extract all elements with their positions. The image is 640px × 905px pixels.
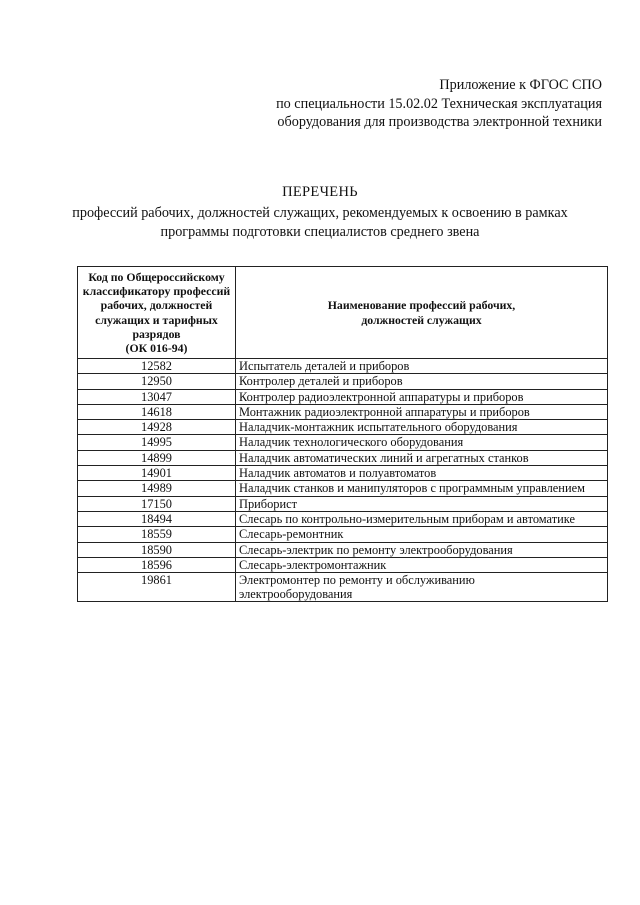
profession-name-line: электрооборудования: [239, 587, 353, 602]
table-row: [78, 435, 608, 450]
profession-name: Наладчик-монтажник испытательного оборудования: [236, 420, 608, 435]
profession-name: Наладчик станков и манипуляторов с программным управлением: [236, 481, 608, 496]
profession-code: 18596: [78, 557, 236, 572]
table-row: [78, 481, 608, 496]
profession-code: 14899: [78, 450, 236, 465]
profession-code: 12582: [78, 359, 236, 374]
table-row: [78, 573, 608, 602]
profession-name: Слесарь-электрик по ремонту электрооборудования: [236, 542, 608, 557]
profession-code: 17150: [78, 496, 236, 511]
table-row: [78, 496, 608, 511]
profession-code: 14995: [78, 435, 236, 450]
header-code-line: служащих и тарифных: [95, 312, 218, 327]
table-row: [78, 404, 608, 419]
profession-code: 18559: [78, 527, 236, 542]
profession-name: [236, 573, 608, 602]
profession-name: Контролер радиоэлектронной аппаратуры и приборов: [236, 389, 608, 404]
profession-code: 13047: [78, 389, 236, 404]
table-header-row: [78, 267, 608, 359]
document-subtitle: [0, 204, 640, 241]
header-code-line: Код по Общероссийскому: [88, 269, 225, 284]
subtitle-line-2: программы подготовки специалистов среднего звена: [160, 223, 480, 240]
profession-name-line: Электромонтер по ремонту и обслуживанию: [239, 573, 475, 588]
profession-name: Испытатель деталей и приборов: [236, 359, 608, 374]
table-row: [78, 511, 608, 526]
profession-code: 19861: [78, 573, 236, 602]
subtitle-line-1: профессий рабочих, должностей служащих, рекомендуемых к освоению в рамках: [72, 205, 568, 221]
header-code-line: рабочих, должностей: [100, 298, 213, 313]
profession-code: 14901: [78, 466, 236, 481]
professions-table: [77, 266, 608, 602]
profession-name: Слесарь-электромонтажник: [236, 557, 608, 572]
profession-code: 14618: [78, 404, 236, 419]
table-row: [78, 389, 608, 404]
profession-name: Наладчик автоматов и полуавтоматов: [236, 466, 608, 481]
profession-name: Контролер деталей и приборов: [236, 374, 608, 389]
header-code-line: (ОК 016-94): [125, 340, 188, 355]
appendix-line-1: Приложение к ФГОС СПО: [439, 77, 602, 93]
header-name-line: должностей служащих: [361, 312, 482, 327]
header-code-line: разрядов: [132, 326, 181, 341]
profession-code: 14989: [78, 481, 236, 496]
table-row: [78, 542, 608, 557]
document-heading: [0, 183, 640, 241]
column-header-name: [236, 267, 608, 359]
profession-name: Приборист: [236, 496, 608, 511]
table-row: [78, 420, 608, 435]
appendix-line-3: оборудования для производства электронной техники: [277, 114, 602, 130]
profession-code: 12950: [78, 374, 236, 389]
table-row: [78, 359, 608, 374]
profession-name: Монтажник радиоэлектронной аппаратуры и приборов: [236, 404, 608, 419]
column-header-code: [78, 267, 236, 359]
table-row: [78, 374, 608, 389]
profession-name: Слесарь по контрольно-измерительным приборам и автоматике: [236, 511, 608, 526]
table-row: [78, 557, 608, 572]
table-row: [78, 450, 608, 465]
header-name-line: Наименование профессий рабочих,: [327, 298, 516, 313]
table-row: [78, 527, 608, 542]
profession-code: 14928: [78, 420, 236, 435]
table-row: [78, 466, 608, 481]
profession-name: Слесарь-ремонтник: [236, 527, 608, 542]
profession-code: 18494: [78, 511, 236, 526]
profession-code: 18590: [78, 542, 236, 557]
profession-name: Наладчик автоматических линий и агрегатных станков: [236, 450, 608, 465]
appendix-line-2: по специальности 15.02.02 Техническая эксплуатация: [276, 95, 602, 112]
appendix-note: [276, 76, 602, 132]
document-title: ПЕРЕЧЕНЬ: [282, 184, 358, 200]
profession-name: Наладчик технологического оборудования: [236, 435, 608, 450]
header-code-line: классификатору профессий: [82, 284, 231, 299]
